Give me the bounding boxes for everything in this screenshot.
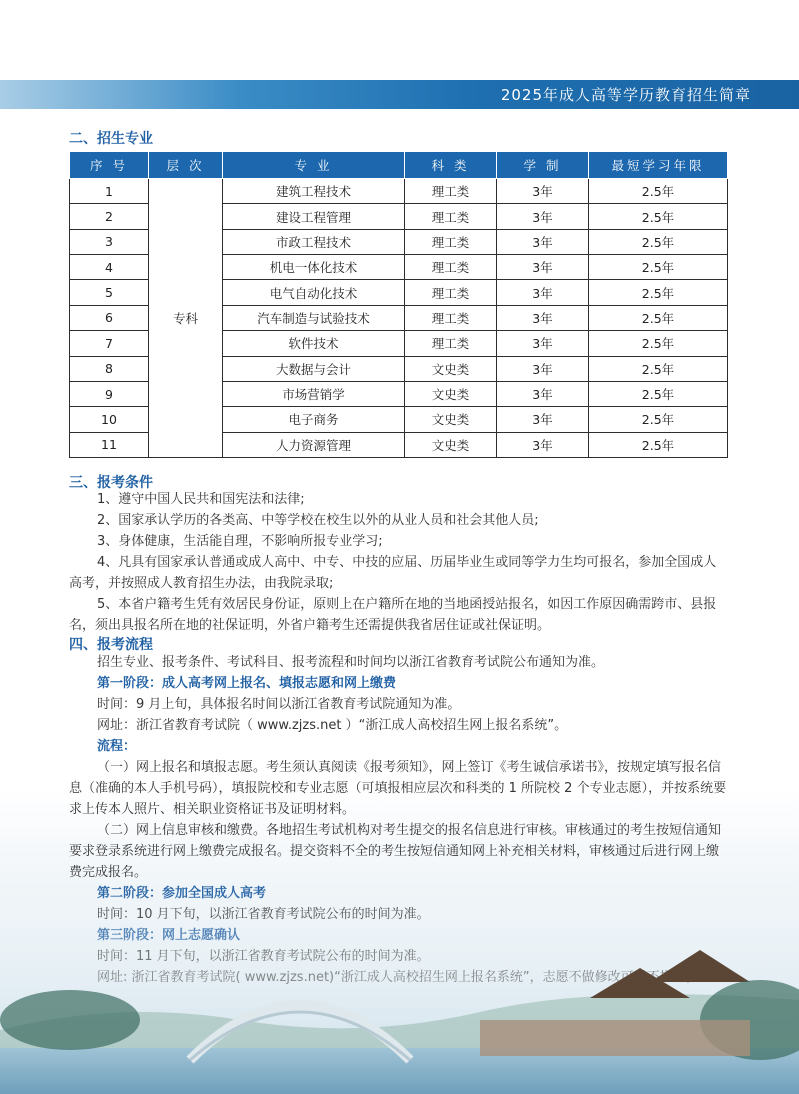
col-header-major: 专 业 [223,152,405,179]
cell-category: 理工类 [405,255,497,280]
cell-major: 机电一体化技术 [223,255,405,280]
table-row [70,179,728,204]
cell-category: 文史类 [405,356,497,381]
requirement-item: 4、凡具有国家承认普通或成人高中、中专、中技的应届、历届毕业生或同等学力生均可报名，参加全国成人高考，并按照成人教育招生办法，由我院录取; [69,555,717,591]
cell-major: 建设工程管理 [223,204,405,229]
cell-min-years: 2.5年 [589,331,728,356]
cell-duration: 3年 [497,204,589,229]
cell-duration: 3年 [497,356,589,381]
col-header-category: 科 类 [405,152,497,179]
cell-min-years: 2.5年 [589,179,728,204]
cell-category: 理工类 [405,179,497,204]
cell-major: 电气自动化技术 [223,280,405,305]
cell-major: 建筑工程技术 [223,179,405,204]
stage1-title: 第一阶段：成人高考网上报名、填报志愿和网上缴费 [97,676,397,691]
cell-duration: 3年 [497,432,589,457]
cell-category: 文史类 [405,407,497,432]
flow-step-1: （一）网上报名和填报志愿。考生须认真阅读《报考须知》，网上签订《考生诚信承诺书》，按规定填写报名信息（准确的本人手机号码），填报院校和专业志愿（可填报相应层次和科类的 1 所院校 2 个专业志愿），并按系统要求上传本人照片、相关职业资格证书及证明材料。 [69,760,727,817]
cell-duration: 3年 [497,280,589,305]
cell-duration: 3年 [497,179,589,204]
cell-major: 人力资源管理 [223,432,405,457]
col-header-level: 层 次 [149,152,223,179]
cell-category: 文史类 [405,381,497,406]
section-heading-majors: 二、招生专业 [69,131,153,147]
cell-duration: 3年 [497,305,589,330]
cell-duration: 3年 [497,381,589,406]
cell-category: 理工类 [405,229,497,254]
cell-major: 市场营销学 [223,381,405,406]
cell-duration: 3年 [497,407,589,432]
cell-min-years: 2.5年 [589,280,728,305]
cell-number: 7 [70,331,149,356]
cell-duration: 3年 [497,331,589,356]
cell-number: 11 [70,432,149,457]
landscape-illustration [0,880,799,1094]
cell-min-years: 2.5年 [589,407,728,432]
header-banner [0,80,799,109]
cell-number: 8 [70,356,149,381]
cell-number: 6 [70,305,149,330]
stage1-website: 网址：浙江省教育考试院（ www.zjzs.net ）“浙江成人高校招生网上报名系统”。 [97,718,568,733]
requirement-item: 5、本省户籍考生凭有效居民身份证，原则上在户籍所在地的当地函授站报名，如因工作原因确需跨市、县报名，须出具报名所在地的社保证明，外省户籍考生还需提供我省居住证或社保证明。 [69,597,717,633]
cell-duration: 3年 [497,255,589,280]
cell-major: 电子商务 [223,407,405,432]
cell-duration: 3年 [497,229,589,254]
cell-category: 理工类 [405,204,497,229]
cell-min-years: 2.5年 [589,229,728,254]
cell-min-years: 2.5年 [589,381,728,406]
section-heading-process: 四、报考流程 [69,637,153,653]
stage1-time: 时间：9 月上旬，具体报名时间以浙江省教育考试院通知为准。 [97,697,461,712]
cell-number: 4 [70,255,149,280]
cell-category: 理工类 [405,331,497,356]
requirement-item: 2、国家承认学历的各类高、中等学校在校生以外的从业人员和社会其他人员; [97,513,539,528]
cell-number: 10 [70,407,149,432]
cell-number: 2 [70,204,149,229]
table-header-row [70,152,728,179]
requirement-item: 3、身体健康，生活能自理，不影响所报专业学习; [97,534,383,549]
cell-min-years: 2.5年 [589,432,728,457]
requirements-list [69,489,729,636]
cell-min-years: 2.5年 [589,305,728,330]
cell-number: 9 [70,381,149,406]
cell-level: 专科 [149,179,223,458]
cell-min-years: 2.5年 [589,204,728,229]
cell-major: 软件技术 [223,331,405,356]
flow-title: 流程： [97,739,137,754]
cell-min-years: 2.5年 [589,255,728,280]
cell-number: 5 [70,280,149,305]
cell-category: 理工类 [405,280,497,305]
brochure-title: 2025年成人高等学历教育招生简章 [500,86,751,104]
cell-major: 大数据与会计 [223,356,405,381]
requirement-item: 1、遵守中国人民共和国宪法和法律; [97,492,305,507]
majors-table [69,151,728,458]
cell-category: 文史类 [405,432,497,457]
process-intro: 招生专业、报考条件、考试科目、报考流程和时间均以浙江省教育考试院公布通知为准。 [97,655,605,670]
section-heading-requirements: 三、报考条件 [69,475,153,491]
col-header-duration: 学 制 [497,152,589,179]
cell-number: 1 [70,179,149,204]
col-header-number: 序 号 [70,152,149,179]
cell-number: 3 [70,229,149,254]
col-header-min-years: 最短学习年限 [589,152,728,179]
flow-step-2: （二）网上信息审核和缴费。各地招生考试机构对考生提交的报名信息进行审核。审核通过的考生按短信通知要求登录系统进行网上缴费完成报名。提交资料不全的考生按短信通知网上补充相关材料，审核通过后进行网上缴费完成报名。 [69,823,722,880]
cell-major: 市政工程技术 [223,229,405,254]
cell-category: 理工类 [405,305,497,330]
cell-min-years: 2.5年 [589,356,728,381]
cell-major: 汽车制造与试验技术 [223,305,405,330]
